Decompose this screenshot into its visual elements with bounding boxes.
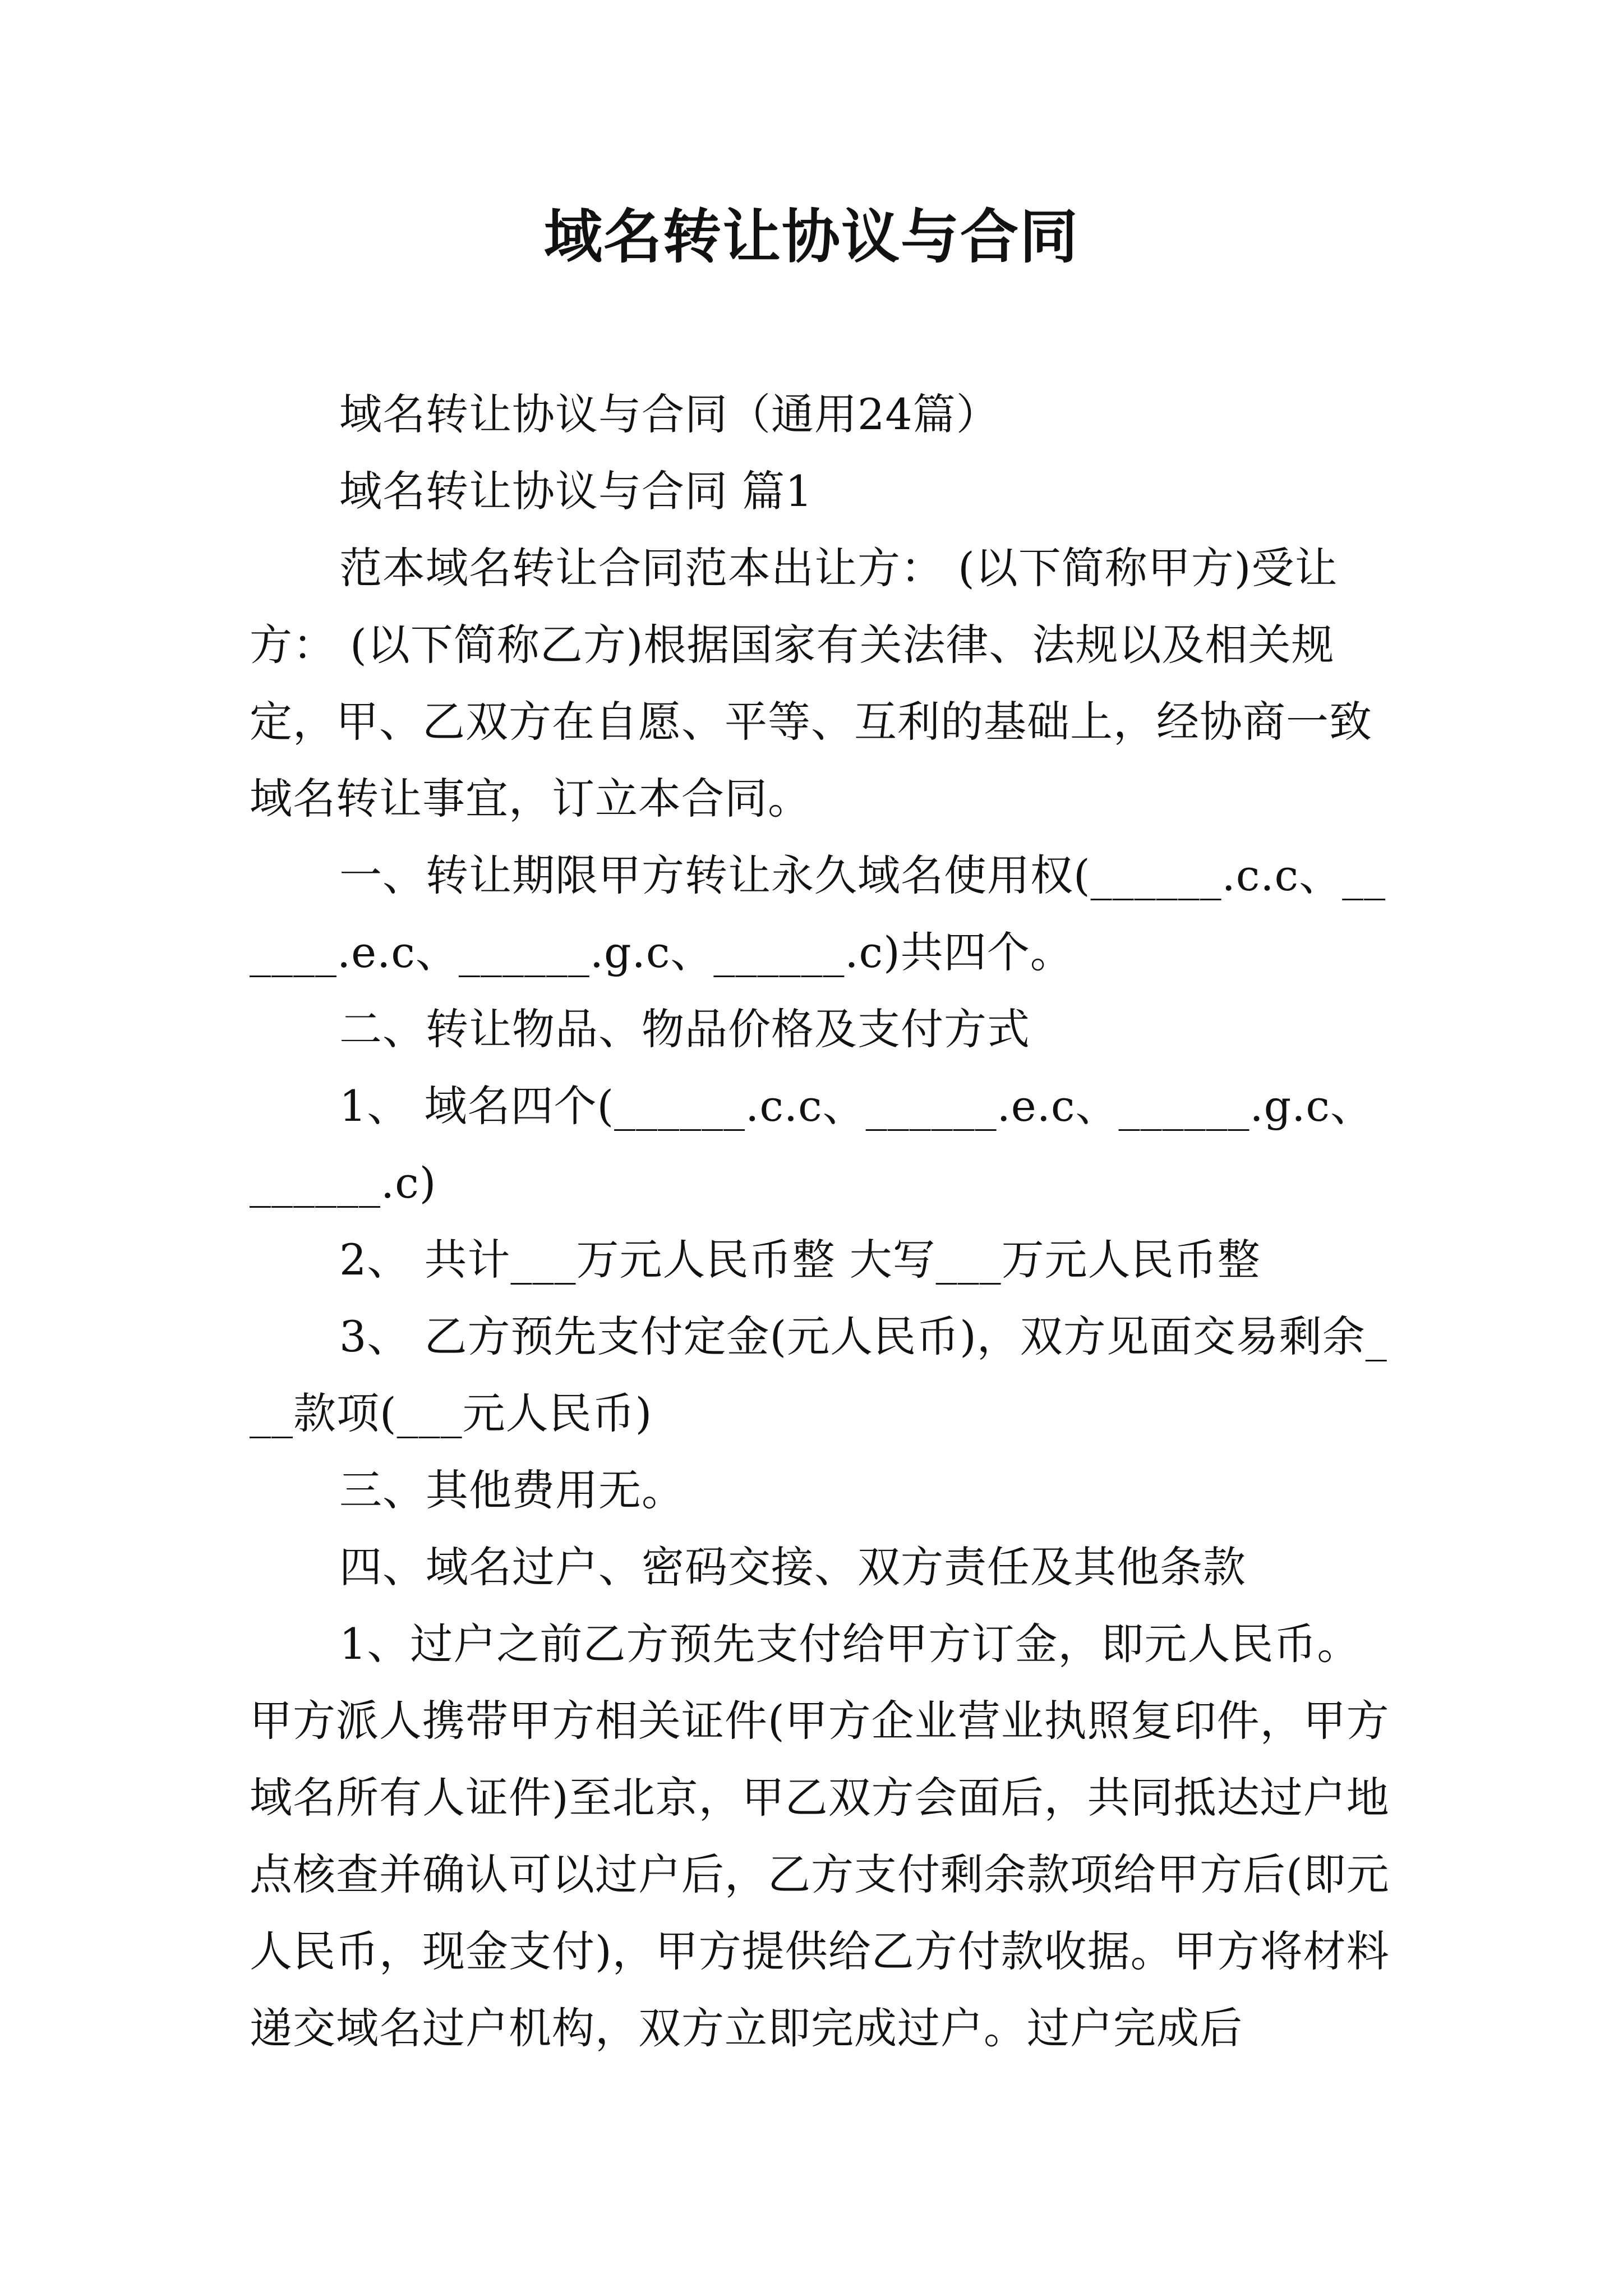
paragraph-subtitle: 域名转让协议与合同（通用24篇） <box>339 389 999 439</box>
paragraph-section-heading: 域名转让协议与合同 篇1 <box>339 466 813 516</box>
paragraph-item-2: 2、 共计___万元人民币整 大写___万元人民币整 <box>339 1235 1261 1285</box>
document-title: 域名转让协议与合同 <box>543 202 1079 271</box>
paragraph-clause-4-heading: 四、域名过户、密码交接、双方责任及其他条款 <box>339 1542 1246 1592</box>
paragraph-clause-3: 三、其他费用无。 <box>339 1465 685 1515</box>
paragraph-clause-2-heading: 二、转让物品、物品价格及支付方式 <box>339 1004 1030 1054</box>
paragraph-item-3: 3、 乙方预先支付定金(元人民币)，双方见面交易剩余___款项(___元人民币) <box>250 1312 1387 1438</box>
paragraph-clause-1: 一、转让期限甲方转让永久域名使用权(______.c.c、______.e.c、______.g.c、______.c)共四个。 <box>250 850 1386 977</box>
paragraph-clause-4-item-1: 1、过户之前乙方预先支付给甲方订金，即元人民币。甲方派人携带甲方相关证件(甲方企业营业执照复印件，甲方域名所有人证件)至北京，甲乙双方会面后，共同抵达过户地点核查并确认可以过户后，乙方支付剩余款项给甲方后(即元人民币，现金支付)，甲方提供给乙方付款收据。甲方将材料递交域名过户机构，双方立即完成过户。过户完成后 <box>250 1619 1390 2053</box>
paragraph-preamble: 范本域名转让合同范本出让方： (以下简称甲方)受让方： (以下简称乙方)根据国家有关法律、法规以及相关规定，甲、乙双方在自愿、平等、互利的基础上，经协商一致域名转让事宜，订立本合同。 <box>250 543 1372 823</box>
paragraph-item-1: 1、 域名四个(______.c.c、______.e.c、______.g.c、______.c) <box>250 1081 1373 1208</box>
document-body <box>250 376 1394 2067</box>
